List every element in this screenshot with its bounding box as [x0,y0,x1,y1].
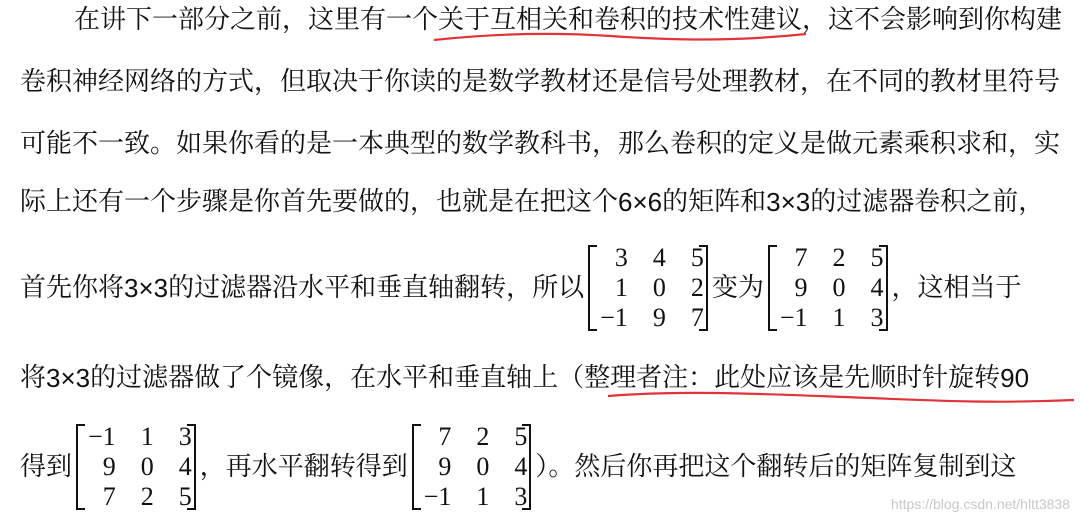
paragraph-line-3 [20,128,1060,160]
line-5-text-d: ，这相当于 [891,273,1022,303]
line-5-size-3x3: 3×3 [124,273,169,303]
matrix-hflipped [410,422,534,512]
matrix-cell: 7 [102,482,116,511]
paragraph-line-2 [20,66,1060,98]
line-6-size-3x3: 3×3 [46,363,91,393]
line-5-text-c: 变为 [711,273,764,303]
matrix-cell: 5 [870,243,884,272]
matrix-cell: 2 [476,422,490,451]
matrix-cell: 2 [832,243,846,272]
matrix-cell: 9 [438,452,452,481]
line-4-size-6x6: 6×6 [618,187,663,217]
paragraph-line-4 [20,186,1044,218]
watermark: https://blog.csdn.net/hltt3838 [890,496,1070,512]
line-3-text: 可能不一致。如果你看的是一本典型的数学教科书，那么卷积的定义是做元素乘积求和，实 [20,129,1061,159]
paragraph-line-1 [74,4,1062,36]
line-5-text-b: 的过滤器沿水平和垂直轴翻转，所以 [168,273,585,303]
matrix-cell: 0 [140,452,154,481]
line-4-size-3x3: 3×3 [766,187,811,217]
matrix-cell: 7 [690,303,704,332]
matrix-cell: 2 [690,273,704,302]
matrix-cell: 1 [832,303,846,332]
paragraph-line-7 [20,422,1016,512]
line-4-text-b: 的矩阵和 [662,187,767,217]
matrix-cell: 4 [514,452,528,481]
matrix-cell: 1 [614,273,628,302]
line-6-degree-90: 90 [1000,363,1030,393]
matrix-cell: 0 [652,273,666,302]
matrix-rotated [74,422,198,512]
matrix-cell: 9 [102,452,116,481]
matrix-cell: −1 [600,303,628,332]
matrix-cell: 9 [794,273,808,302]
matrix-cell: 0 [832,273,846,302]
line-4-text-c: 的过滤器卷积之前， [810,187,1045,217]
matrix-cell: 4 [652,243,666,272]
matrix-cell: 0 [476,452,490,481]
paragraph-line-6 [20,362,1029,394]
matrix-cell: 4 [178,452,192,481]
matrix-cell: 3 [614,243,628,272]
matrix-cell: 5 [514,422,528,451]
matrix-cell: 1 [140,422,154,451]
paragraph-line-5 [20,243,1022,333]
matrix-cell: 3 [178,422,192,451]
line-2-text: 卷积神经网络的方式，但取决于你读的是数学教材还是信号处理教材，在不同的教材里符号 [20,67,1061,97]
matrix-cell: 3 [514,482,528,511]
line-4-text-a: 际上还有一个步骤是你首先要做的，也就是在把这个 [20,187,619,217]
matrix-cell: 2 [140,482,154,511]
matrix-cell: 4 [870,273,884,302]
line-5-text-a: 首先你将 [20,273,125,303]
matrix-original [586,243,710,333]
matrix-cell: 7 [438,422,452,451]
matrix-cell: 5 [690,243,704,272]
line-7-text-c: ）。然后你再把这个翻转后的矩阵复制到这 [535,452,1017,482]
matrix-cell: 1 [476,482,490,511]
matrix-cell: −1 [423,482,452,511]
matrix-cell: 9 [652,303,666,332]
matrix-cell: 3 [870,303,884,332]
matrix-cell: −1 [88,422,116,451]
line-1-text: 在讲下一部分之前，这里有一个关于互相关和卷积的技术性建议，这不会影响到你构建 [74,5,1063,35]
line-7-text-b: ，再水平翻转得到 [199,452,408,482]
line-7-text-a: 得到 [20,452,73,482]
line-6-text-b: 的过滤器做了个镜像，在水平和垂直轴上（整理者注：此处应该是先顺时针旋转 [90,363,1001,393]
matrix-cell: 5 [178,482,192,511]
line-6-text-a: 将 [20,363,47,393]
matrix-cell: 7 [794,243,808,272]
matrix-flipped [766,243,890,333]
matrix-cell: −1 [779,303,808,332]
